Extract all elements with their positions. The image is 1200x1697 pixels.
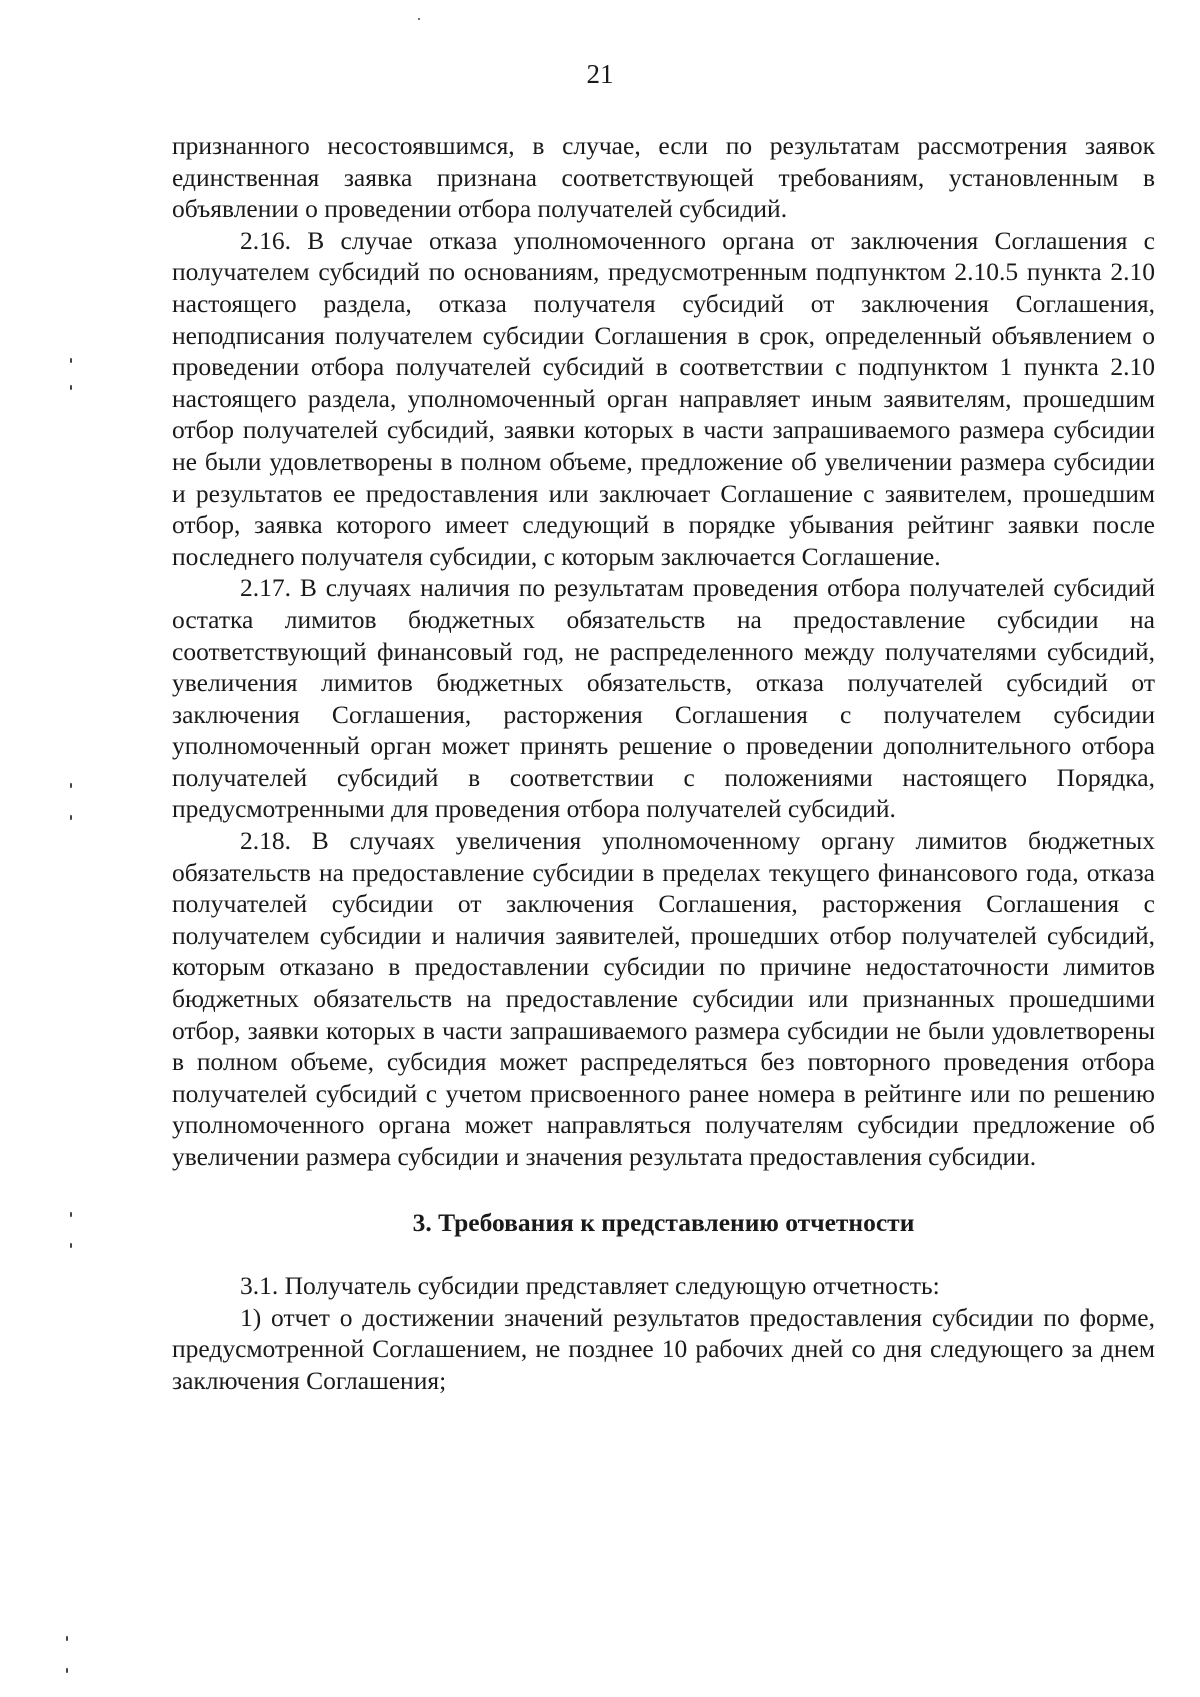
scan-speck [66,1668,68,1673]
paragraph-2-16: 2.16. В случае отказа уполномоченного органа от заключения Соглашения с получателем субсидий по основаниям, предусмотренным подпунктом 2.10.5 пункта 2.10 настоящего раздела, отказа получателя субсидий от заключения Соглашения, неподписания получателем субсидии Соглашения в срок, определенный объявлением о проведении отбора получателей субсидий в соответствии с подпунктом 1 пункта 2.10 настоящего раздела, уполномоченный орган направляет иным заявителям, прошедшим отбор получателей субсидий, заявки которых в части запрашиваемого размера субсидии не были удовлетворены в полном объеме, предложение об увеличении размера субсидии и результатов ее предоставления или заключает Соглашение с заявителем, прошедшим отбор, заявка которого имеет следующий в порядке убывания рейтинг заявки после последнего получателя субсидии, с которым заключается Соглашение. [172,225,1155,571]
scan-speck [418,18,420,20]
paragraph-2-17: 2.17. В случаях наличия по результатам проведения отбора получателей субсидий остатка лимитов бюджетных обязательств на предоставление субсидии на соответствующий финансовый год, не распределенного между получателями субсидий, увеличения лимитов бюджетных обязательств, отказа получателей субсидий от заключения Соглашения, расторжения Соглашения с получателем субсидии уполномоченный орган может принять решение о проведении дополнительного отбора получателей субсидий в соответствии с положениями настоящего Порядка, предусмотренными для проведения отбора получателей субсидий. [172,573,1155,824]
scan-speck [70,358,72,363]
document-body [172,130,1155,1397]
scan-speck [70,1212,72,1217]
page-number: 21 [586,59,614,89]
paragraph-2-18: 2.18. В случаях увеличения уполномоченному органу лимитов бюджетных обязательств на предоставление субсидии в пределах текущего финансового года, отказа получателей субсидии от заключения Соглашения, расторжения Соглашения с получателем субсидии и наличия заявителей, прошедших отбор получателей субсидий, которым отказано в предоставлении субсидии по причине недостаточности лимитов бюджетных обязательств на предоставление субсидии или признанных прошедшими отбор, заявки которых в части запрашиваемого размера субсидии не были удовлетворены в полном объеме, субсидия может распределяться без повторного проведения отбора получателей субсидий с учетом присвоенного ранее номера в рейтинге или по решению уполномоченного органа может направляться получателям субсидии предложение об увеличении размера субсидии и значения результата предоставления субсидии. [172,826,1155,1171]
scan-speck [70,385,72,390]
scan-speck [70,1243,72,1248]
section-heading: 3. Требования к представлению отчетности [412,1207,915,1237]
paragraph-continuation: признанного несостоявшимся, в случае, если по результатам рассмотрения заявок единственная заявка признана соответствующей требованиям, установленным в объявлении о проведении отбора получателей субсидий. [172,131,1155,224]
paragraph-3-1: 3.1. Получатель субсидии представляет следующую отчетность: [240,1271,940,1301]
scan-speck [70,783,72,788]
paragraph-3-1-item-1: 1) отчет о достижении значений результатов предоставления субсидии по форме, предусмотренной Соглашением, не позднее 10 рабочих дней со дня следующего за днем заключения Соглашения; [172,1302,1155,1395]
scan-speck [70,815,72,820]
scan-speck [66,1636,68,1641]
